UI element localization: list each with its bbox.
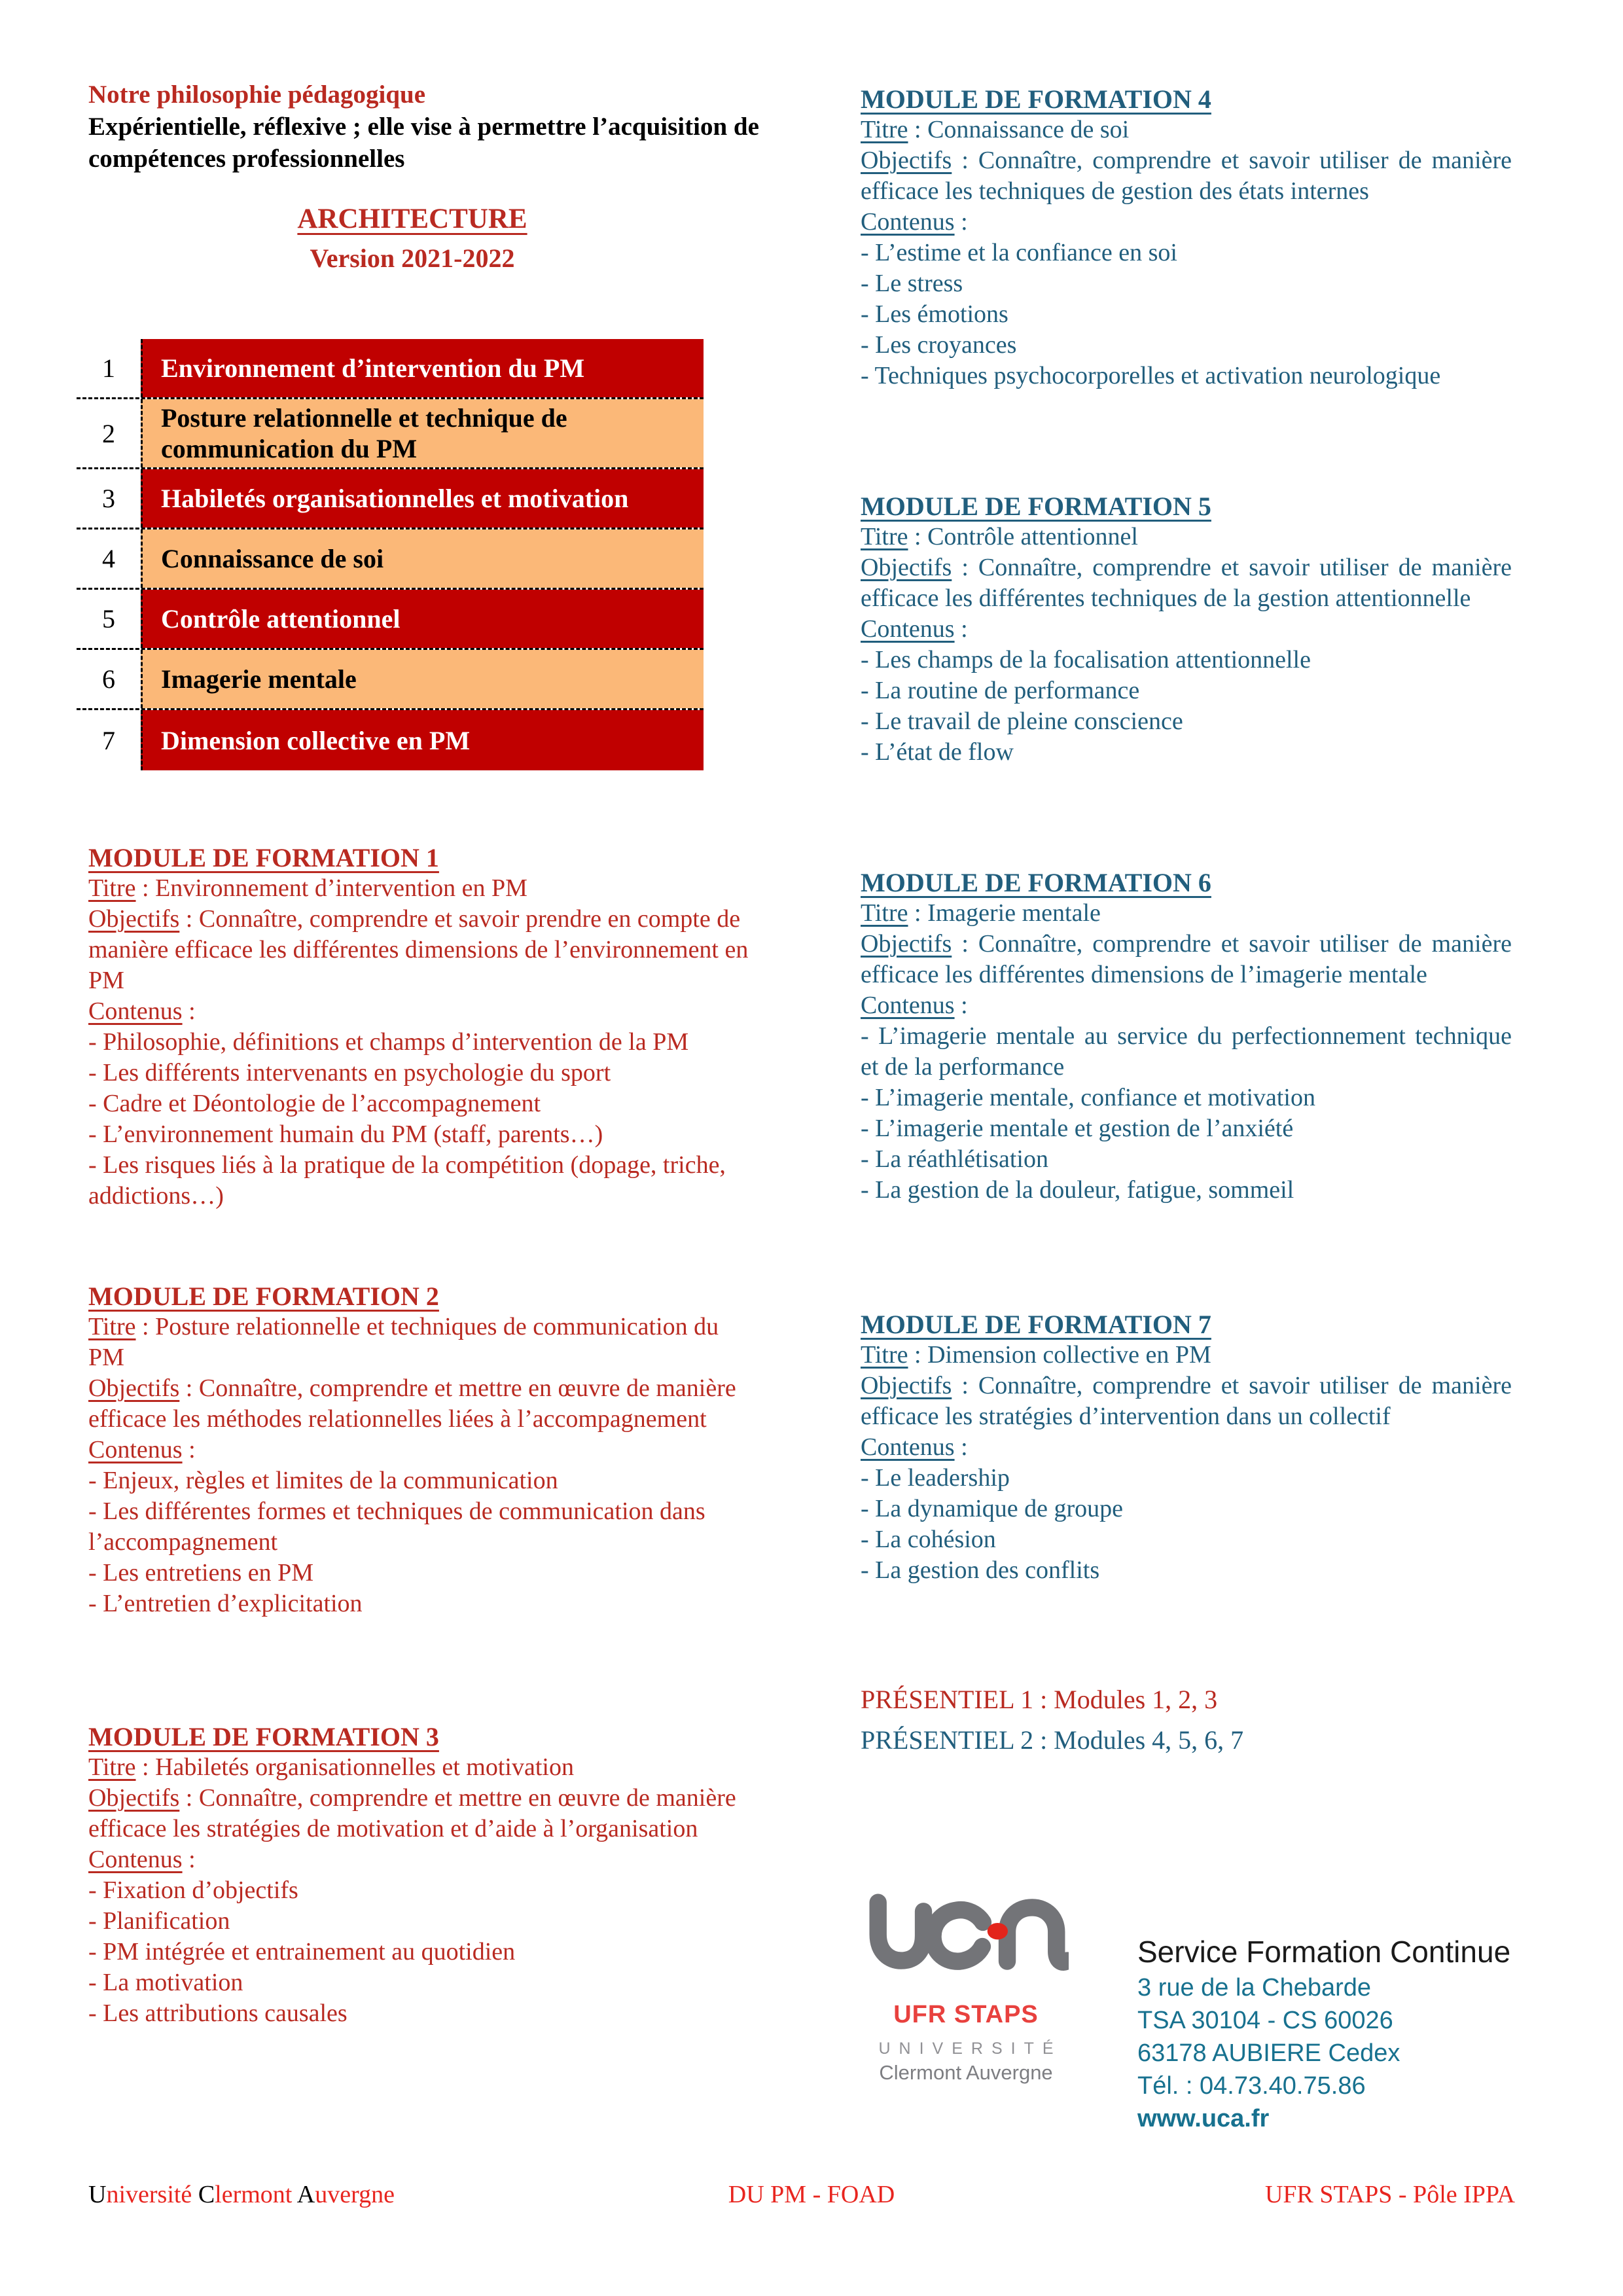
module-6-item: - L’imagerie mentale, confiance et motivation	[861, 1084, 1315, 1111]
module-3-contenus: Contenus :	[88, 1846, 196, 1873]
module-2-item: - Les entretiens en PM	[88, 1559, 314, 1587]
module-1-contenus: Contenus :	[88, 997, 196, 1025]
module-1-heading: MODULE DE FORMATION 1	[88, 843, 439, 872]
module-7-contenus: Contenus :	[861, 1433, 968, 1461]
module-formation-4	[861, 84, 1512, 391]
table-row-5	[77, 590, 704, 650]
module-5-heading: MODULE DE FORMATION 5	[861, 492, 1211, 521]
module-4-heading: MODULE DE FORMATION 4	[861, 84, 1211, 114]
architecture-title: ARCHITECTURE	[297, 204, 527, 234]
table-row-3-label: Habiletés organisationnelles et motivation	[141, 469, 704, 528]
module-2-contenus: Contenus :	[88, 1436, 196, 1463]
table-row-7	[77, 710, 704, 770]
footer-university: Université Clermont Auvergne	[88, 2181, 395, 2208]
module-6-heading: MODULE DE FORMATION 6	[861, 868, 1211, 897]
module-2-objectifs: Objectifs : Connaître, comprendre et mettre en œuvre de manière efficace les méthodes relationnelles liées à l’accompagnement	[88, 1374, 736, 1433]
footer-du-pm-foad: DU PM - FOAD	[728, 2181, 895, 2208]
module-3-objectifs: Objectifs : Connaître, comprendre et mettre en œuvre de manière efficace les stratégies de motivation et d’aide à l’organisation	[88, 1784, 736, 1842]
pedagogy-intro	[88, 79, 847, 175]
table-row-2	[77, 399, 704, 469]
architecture-block	[88, 203, 736, 274]
table-row-7-label: Dimension collective en PM	[141, 710, 704, 770]
clermont-auvergne-label: Clermont Auvergne	[879, 2061, 1053, 2084]
module-2-item: - Les différentes formes et techniques de communication dans l’accompagnement	[88, 1498, 705, 1556]
module-1-objectifs: Objectifs : Connaître, comprendre et savoir prendre en compte de manière efficace les différentes dimensions de l’environnement en PM	[88, 905, 749, 994]
module-3-titre: Titre : Habiletés organisationnelles et motivation	[88, 1753, 574, 1781]
table-row-5-number: 5	[102, 604, 115, 634]
module-1-item: - L’environnement humain du PM (staff, parents…)	[88, 1121, 603, 1148]
module-5-titre: Titre : Contrôle attentionnel	[861, 523, 1138, 550]
intro-body: Expérientielle, réflexive ; elle vise à permettre l’acquisition de compétences professionnelles	[88, 113, 759, 173]
module-4-objectifs: Objectifs : Connaître, comprendre et savoir utiliser de manière efficace les techniques de gestion des états internes	[861, 147, 1512, 205]
module-3-item: - PM intégrée et entrainement au quotidien	[88, 1938, 516, 1965]
table-row-4-label: Connaissance de soi	[141, 529, 704, 588]
module-formation-7	[861, 1309, 1512, 1586]
module-4-item: - Techniques psychocorporelles et activation neurologique	[861, 362, 1441, 389]
module-6-titre: Titre : Imagerie mentale	[861, 899, 1101, 927]
table-row-6-number: 6	[102, 664, 115, 694]
table-row-4	[77, 529, 704, 590]
table-row-7-number: 7	[102, 725, 115, 755]
intro-heading: Notre philosophie pédagogique	[88, 81, 426, 109]
module-5-item: - Le travail de pleine conscience	[861, 708, 1183, 735]
module-4-item: - Le stress	[861, 270, 963, 297]
module-4-item: - L’estime et la confiance en soi	[861, 239, 1177, 266]
module-5-item: - Les champs de la focalisation attentionnelle	[861, 646, 1311, 673]
address-city: 63178 AUBIERE Cedex	[1137, 2039, 1400, 2067]
table-row-4-number: 4	[102, 544, 115, 573]
table-row-3-number: 3	[102, 484, 115, 513]
module-5-item: - L’état de flow	[861, 738, 1014, 766]
table-row-6	[77, 650, 704, 710]
module-3-item: - Fixation d’objectifs	[88, 1876, 298, 1904]
module-6-item: - La gestion de la douleur, fatigue, sommeil	[861, 1176, 1294, 1204]
module-3-heading: MODULE DE FORMATION 3	[88, 1722, 439, 1751]
module-7-item: - La dynamique de groupe	[861, 1495, 1123, 1522]
ufr-staps-label: UFR STAPS	[893, 2001, 1039, 2028]
table-row-2-label: Posture relationnelle et technique de communication du PM	[141, 399, 704, 467]
module-6-item: - La réathlétisation	[861, 1145, 1048, 1173]
module-1-item: - Philosophie, définitions et champs d’intervention de la PM	[88, 1028, 689, 1056]
module-3-item: - Les attributions causales	[88, 2000, 348, 2027]
uca-logo-icon	[864, 1893, 1069, 1977]
service-formation-continue: Service Formation Continue	[1137, 1935, 1511, 1969]
module-5-objectifs: Objectifs : Connaître, comprendre et savoir utiliser de manière efficace les différentes techniques de la gestion attentionnelle	[861, 554, 1512, 612]
module-4-item: - Les émotions	[861, 300, 1008, 328]
architecture-version: Version 2021-2022	[310, 243, 515, 273]
module-3-item: - La motivation	[88, 1969, 243, 1996]
module-6-objectifs: Objectifs : Connaître, comprendre et savoir utiliser de manière efficace les différentes dimensions de l’imagerie mentale	[861, 930, 1512, 988]
module-6-contenus: Contenus :	[861, 992, 968, 1019]
address-street: 3 rue de la Chebarde	[1137, 1974, 1372, 2001]
module-4-titre: Titre : Connaissance de soi	[861, 116, 1130, 143]
module-4-contenus: Contenus :	[861, 208, 968, 236]
module-1-item: - Les risques liés à la pratique de la compétition (dopage, triche, addictions…)	[88, 1151, 726, 1210]
module-1-item: - Les différents intervenants en psychologie du sport	[88, 1059, 611, 1086]
universite-label: UNIVERSITÉ	[878, 2039, 1062, 2058]
module-4-item: - Les croyances	[861, 331, 1017, 359]
table-row-1-number: 1	[102, 353, 115, 383]
module-7-heading: MODULE DE FORMATION 7	[861, 1310, 1211, 1339]
table-row-6-label: Imagerie mentale	[141, 650, 704, 708]
presentiel-1: PRÉSENTIEL 1 : Modules 1, 2, 3	[861, 1685, 1218, 1714]
module-2-heading: MODULE DE FORMATION 2	[88, 1282, 439, 1311]
module-7-titre: Titre : Dimension collective en PM	[861, 1341, 1211, 1369]
module-7-item: - La gestion des conflits	[861, 1556, 1100, 1584]
table-row-1	[77, 339, 704, 399]
module-7-item: - La cohésion	[861, 1526, 996, 1553]
presentiel-2: PRÉSENTIEL 2 : Modules 4, 5, 6, 7	[861, 1725, 1244, 1755]
module-formation-3	[88, 1721, 753, 2029]
module-5-item: - La routine de performance	[861, 677, 1140, 704]
table-row-1-label: Environnement d’intervention du PM	[141, 339, 704, 397]
table-row-5-label: Contrôle attentionnel	[141, 590, 704, 648]
module-overview-table	[77, 339, 704, 770]
module-6-item: - L’imagerie mentale et gestion de l’anxiété	[861, 1115, 1294, 1142]
uca-logo-red-dot	[987, 1923, 1007, 1939]
address-phone: Tél. : 04.73.40.75.86	[1137, 2072, 1366, 2100]
table-row-3	[77, 469, 704, 529]
address-tsa: TSA 30104 - CS 60026	[1137, 2007, 1393, 2034]
module-7-objectifs: Objectifs : Connaître, comprendre et savoir utiliser de manière efficace les stratégies d’intervention dans un collectif	[861, 1372, 1512, 1430]
module-formation-2	[88, 1281, 753, 1619]
uca-logo-block	[861, 1893, 1071, 2084]
module-2-item: - L’entretien d’explicitation	[88, 1590, 363, 1617]
module-formation-5	[861, 491, 1512, 768]
module-2-titre: Titre : Posture relationnelle et techniques de communication du PM	[88, 1313, 719, 1371]
module-2-item: - Enjeux, règles et limites de la communication	[88, 1467, 558, 1494]
module-6-item: - L’imagerie mentale au service du perfectionnement technique et de la performance	[861, 1022, 1512, 1081]
module-formation-1	[88, 842, 753, 1211]
module-1-item: - Cadre et Déontologie de l’accompagnement	[88, 1090, 541, 1117]
contact-address	[1137, 1935, 1510, 2135]
module-formation-6	[861, 867, 1512, 1206]
module-7-item: - Le leadership	[861, 1464, 1010, 1492]
website-link[interactable]: www.uca.fr	[1137, 2105, 1270, 2132]
module-3-item: - Planification	[88, 1907, 230, 1935]
module-5-contenus: Contenus :	[861, 615, 968, 643]
presentiel-block	[861, 1679, 1243, 1761]
table-row-2-number: 2	[102, 418, 115, 448]
module-1-titre: Titre : Environnement d’intervention en PM	[88, 874, 527, 902]
footer-ufr-staps-ippa: UFR STAPS - Pôle IPPA	[1264, 2181, 1515, 2208]
